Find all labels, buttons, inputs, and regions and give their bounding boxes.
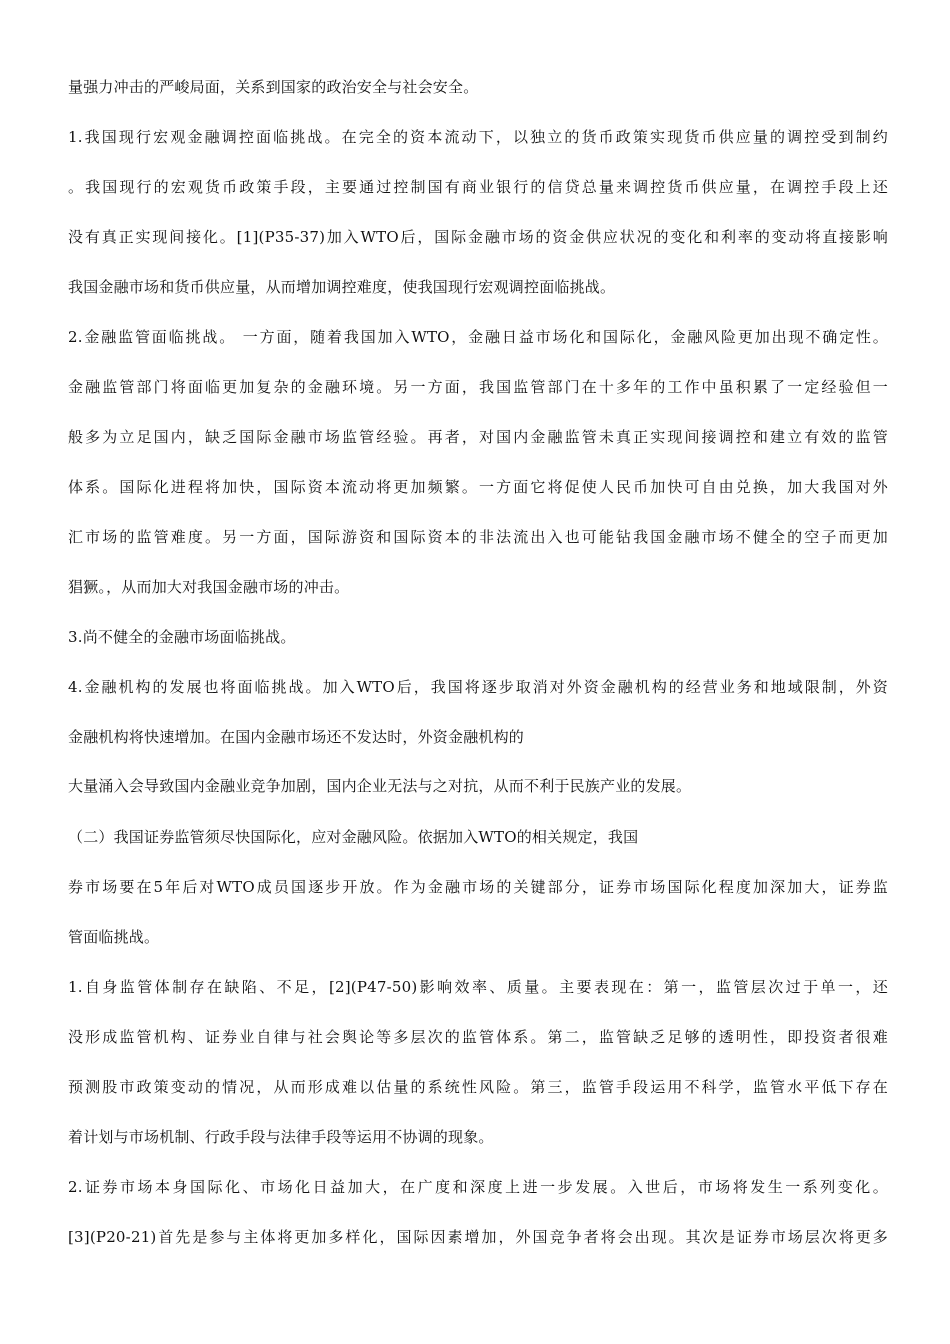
text-line: 我国金融市场和货币供应量，从而增加调控难度，使我国现行宏观调控面临挑战。 (68, 278, 616, 296)
text-line: 金融机构将快速增加。在国内金融市场还不发达时，外资金融机构的 (68, 728, 525, 746)
text-line: 汇市场的监管难度。另一方面，国际游资和国际资本的非法流出入也可能钻我国金融市场不健全的空子而更加 (68, 528, 888, 546)
text-line: 管面临挑战。 (68, 928, 160, 946)
text-line: 猖獗。，从而加大对我国金融市场的冲击。 (68, 578, 350, 596)
text-line: 大量涌入会导致国内金融业竞争加剧，国内企业无法与之对抗，从而不利于民族产业的发展。 (68, 777, 692, 795)
text-line: 预测股市政策变动的情况，从而形成难以估量的系统性风险。第三，监管手段运用不科学，监管水平低下存在 (68, 1078, 888, 1096)
text-line: [3](P20-21)首先是参与主体将更加多样化，国际因素增加，外国竞争者将会出现。其次是证券市场层次将更多 (68, 1228, 888, 1246)
text-line: 1.自身监管体制存在缺陷、不足，[2](P47-50)影响效率、质量。主要表现在：第一，监管层次过于单一，还 (68, 978, 888, 996)
text-line: 3.尚不健全的金融市场面临挑战。 (68, 628, 296, 646)
text-line: 般多为立足国内，缺乏国际金融市场监管经验。再者，对国内金融监管未真正实现间接调控和建立有效的监管 (68, 428, 888, 446)
text-line: 2.证券市场本身国际化、市场化日益加大，在广度和深度上进一步发展。入世后，市场将发生一系列变化。 (68, 1178, 888, 1196)
text-line: 量强力冲击的严峻局面，关系到国家的政治安全与社会安全。 (68, 78, 479, 96)
text-line: 着计划与市场机制、行政手段与法律手段等运用不协调的现象。 (68, 1128, 494, 1146)
text-line: 没有真正实现间接化。[1](P35-37)加入WTO后，国际金融市场的资金供应状况的变化和利率的变动将直接影响 (68, 228, 888, 246)
text-line: 4.金融机构的发展也将面临挑战。加入WTO后，我国将逐步取消对外资金融机构的经营业务和地域限制，外资 (68, 678, 888, 696)
text-line: 2.金融监管面临挑战。 一方面，随着我国加入WTO，金融日益市场化和国际化，金融风险更加出现不确定性。 (68, 328, 888, 346)
text-line: 。我国现行的宏观货币政策手段，主要通过控制国有商业银行的信贷总量来调控货币供应量，在调控手段上还 (68, 178, 888, 196)
text-line: 券市场要在5年后对WTO成员国逐步开放。作为金融市场的关键部分，证券市场国际化程度加深加大，证券监 (68, 878, 888, 896)
text-line: （二）我国证券监管须尽快国际化，应对金融风险。依据加入WTO的相关规定，我国 (68, 828, 639, 846)
text-line: 体系。国际化进程将加快，国际资本流动将更加频繁。一方面它将促使人民币加快可自由兑换，加大我国对外 (68, 478, 888, 496)
text-line: 金融监管部门将面临更加复杂的金融环境。另一方面，我国监管部门在十多年的工作中虽积累了一定经验但一 (68, 378, 888, 396)
text-line: 1.我国现行宏观金融调控面临挑战。在完全的资本流动下，以独立的货币政策实现货币供应量的调控受到制约 (68, 128, 888, 146)
text-line: 没形成监管机构、证券业自律与社会舆论等多层次的监管体系。第二，监管缺乏足够的透明性，即投资者很难 (68, 1028, 888, 1046)
